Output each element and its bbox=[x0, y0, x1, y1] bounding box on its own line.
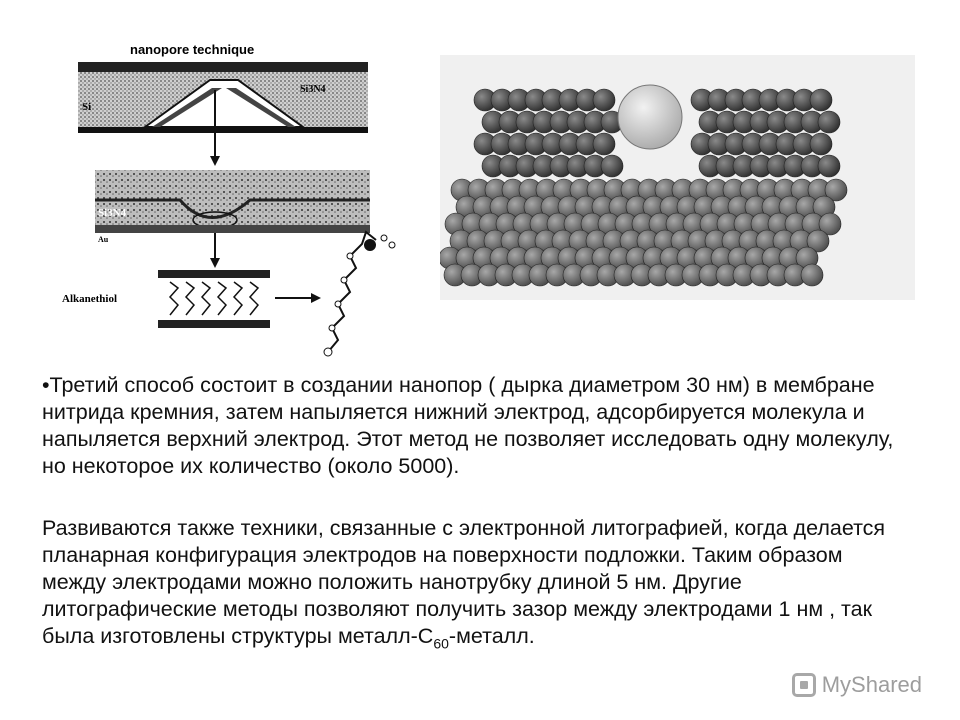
right-stack-atom bbox=[818, 111, 840, 133]
right-stack-atom bbox=[810, 89, 832, 111]
au-layer bbox=[95, 225, 370, 233]
watermark-logo-icon bbox=[792, 673, 816, 697]
arrow-head-2 bbox=[210, 258, 220, 268]
paragraph-lithography bbox=[42, 515, 902, 657]
figure-title: nanopore technique bbox=[130, 42, 255, 57]
paragraph2-end: -металл. bbox=[448, 624, 535, 648]
left-stack-atom bbox=[593, 133, 615, 155]
si3n4-top-layer bbox=[78, 62, 368, 72]
label-si3n4-top: Si3N4 bbox=[300, 84, 326, 95]
membrane-section bbox=[95, 170, 370, 225]
label-si3n4-mid: Si3N4 bbox=[98, 207, 127, 219]
top-electrode bbox=[158, 270, 270, 278]
slab-atom bbox=[801, 264, 823, 286]
right-stack-atom bbox=[818, 155, 840, 177]
label-alkanethiol: Alkanethiol bbox=[62, 293, 118, 305]
left-stack-atom bbox=[593, 89, 615, 111]
right-stack-atom bbox=[810, 133, 832, 155]
molecule-structure bbox=[324, 232, 395, 356]
watermark bbox=[792, 672, 922, 698]
c60-electrode-image bbox=[440, 55, 915, 300]
arrow-head-1 bbox=[210, 156, 220, 166]
bottom-layer bbox=[78, 127, 368, 133]
bottom-electrode-slab bbox=[440, 179, 847, 286]
label-si: Si bbox=[82, 101, 92, 113]
c60-molecule bbox=[618, 85, 682, 149]
label-au: Au bbox=[98, 235, 109, 244]
left-stack-atom bbox=[601, 155, 623, 177]
watermark-text: MyShared bbox=[821, 672, 922, 697]
nanopore-technique-figure bbox=[60, 40, 410, 360]
paragraph2-subscript: 60 bbox=[433, 635, 449, 652]
nanopore-schematic bbox=[60, 40, 410, 360]
alkanethiol-chains bbox=[170, 282, 258, 315]
sphere-packing-illustration bbox=[440, 55, 915, 300]
paragraph-nanopore-method: •Третий способ состоит в создании нанопор ( дырка диаметром 30 нм) в мембране нитрида кремния, затем напыляется нижний электрод, адсорбируется молекула и напыляется верхний электрод. Этот метод не позволяет исследовать одну молекулу, но некоторое их количество (около 5000). bbox=[42, 373, 894, 478]
paragraph2-text: Развиваются также техники, связанные с электронной литографией, когда делается планарная конфигурация электродов на поверхности подложки. Таким образом между электродами можно положить нанотрубку длиной 5 нм. Другие литографические методы позволяют получить зазор между электродами 1 нм , так была изготовлены структуры металл-С bbox=[42, 516, 886, 648]
bottom-electrode bbox=[158, 320, 270, 328]
arrow-head-right bbox=[311, 293, 321, 303]
